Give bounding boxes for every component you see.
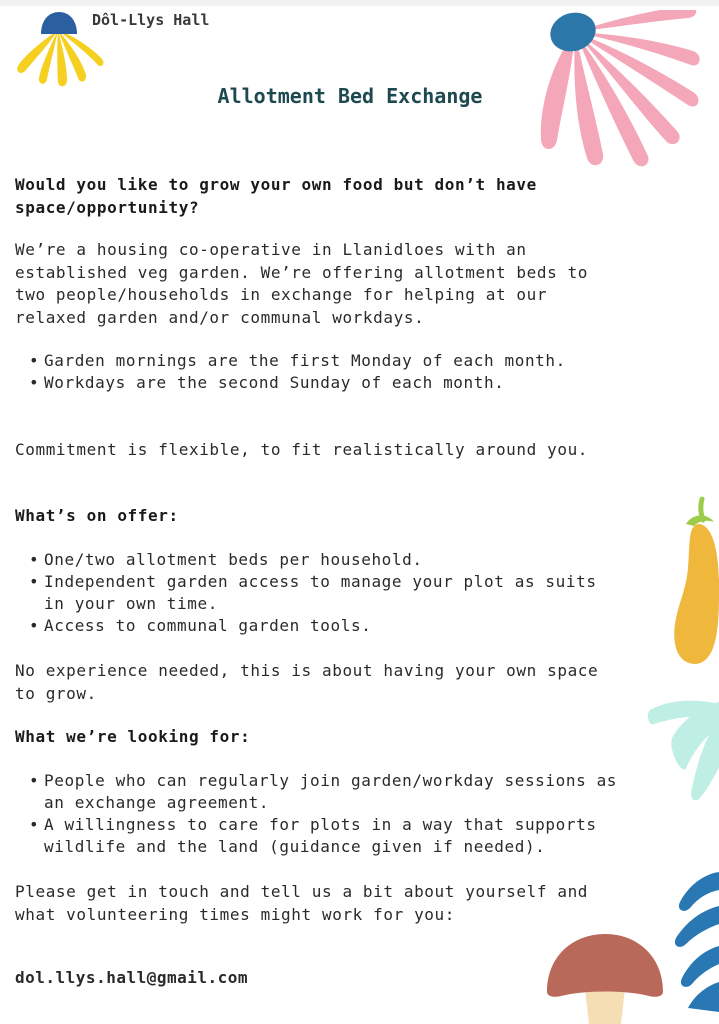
page-title: Allotment Bed Exchange [217,84,483,108]
org-name: Dôl-Llys Hall [92,11,210,29]
list-item: • One/two allotment beds per household. [15,549,597,571]
list-item: • Access to communal garden tools. [15,615,597,637]
contact-email: dol.llys.hall@gmail.com [15,968,249,987]
mint-leaf-icon [648,688,719,800]
list-item: • Workdays are the second Sunday of each month. [15,372,566,394]
offer-note: No experience needed, this is about having your own space to grow. [15,661,599,703]
schedule-list [15,350,566,394]
list-item: • A willingness to care for plots in a way that supports wildlife and the land (guidance given if needed). [15,814,617,858]
intro-paragraph: We’re a housing co-operative in Llanidloes with an established veg garden. We’re offering allotment beds to two people/households in exchange for helping at our relaxed garden and/or communal workdays. [15,240,589,327]
blue-leaf-icon [666,862,719,1012]
mushroom-icon [545,934,665,1024]
list-item: • People who can regularly join garden/workday sessions as an exchange agreement. [15,770,617,814]
commitment-text: Commitment is flexible, to fit realistically around you. [15,440,589,459]
looking-heading: What we’re looking for: [15,727,251,746]
squash-icon [672,496,719,668]
intro-question: Would you like to grow your own food but don’t have space/opportunity? [15,175,537,217]
offer-list [15,549,597,637]
contact-prompt: Please get in touch and tell us a bit about yourself and what volunteering times might work for you: [15,882,589,924]
list-item: • Independent garden access to manage your plot as suits in your own time. [15,571,597,615]
offer-heading: What’s on offer: [15,506,179,525]
looking-list [15,770,617,858]
top-bar [0,0,719,6]
list-item: • Garden mornings are the first Monday of each month. [15,350,566,372]
